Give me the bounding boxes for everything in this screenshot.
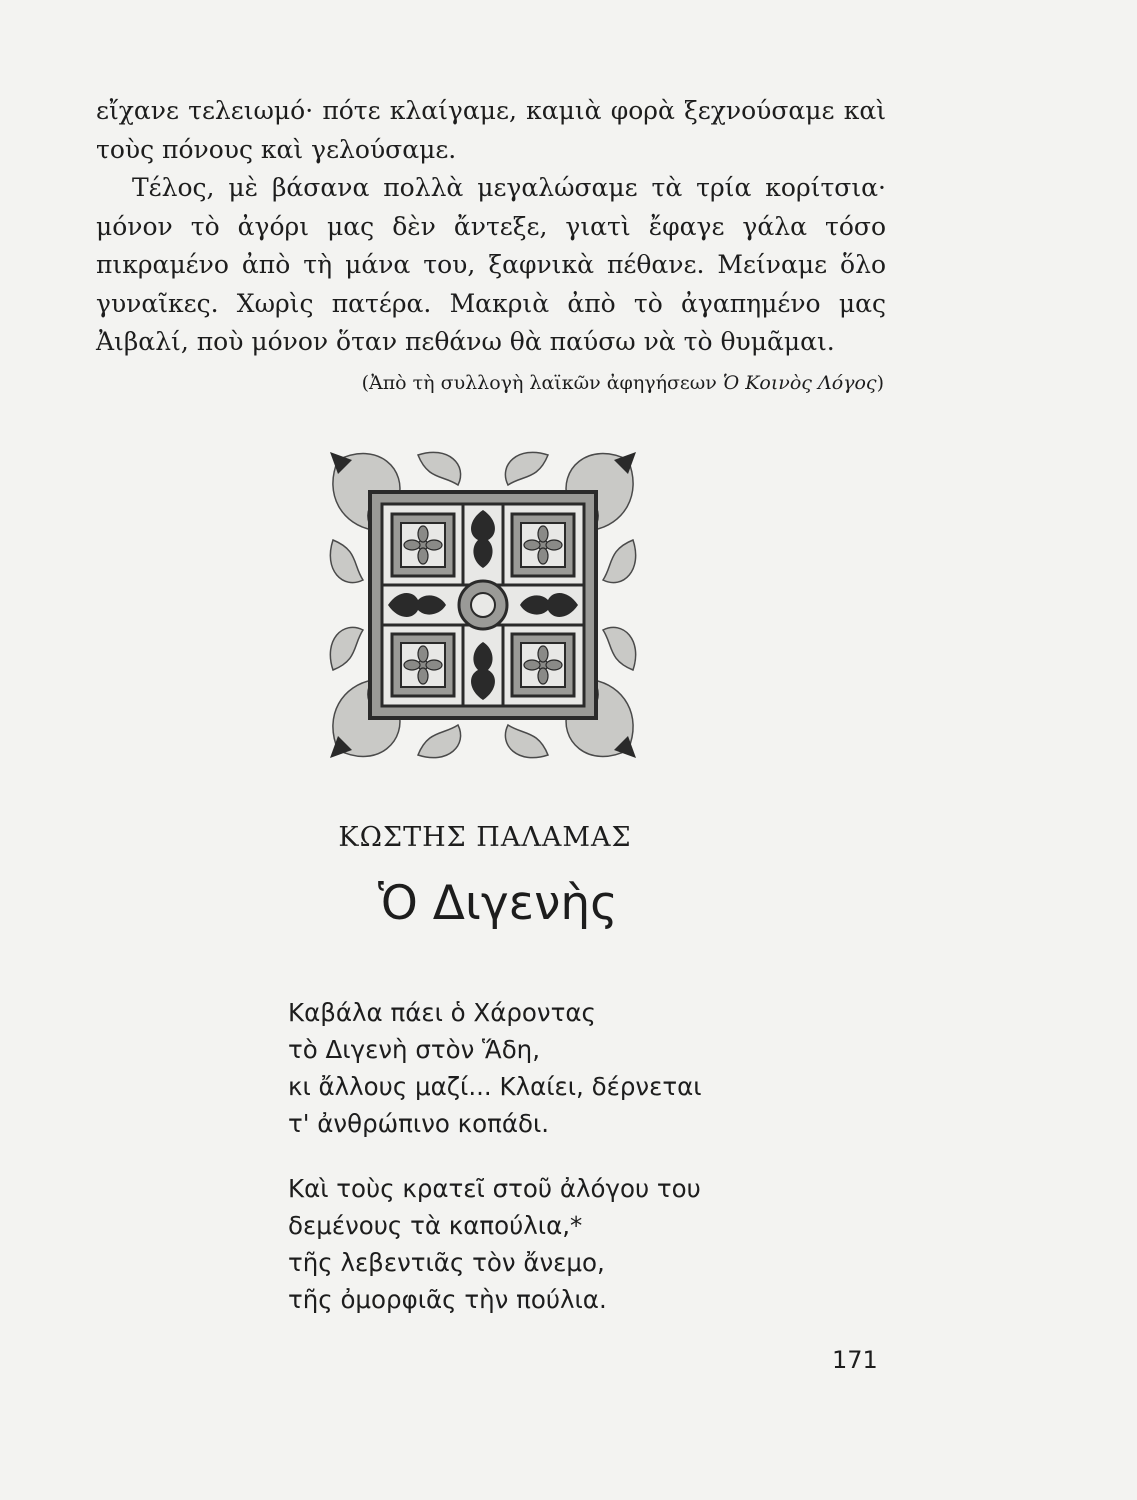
- source-citation: [362, 372, 884, 394]
- prose-block: [96, 92, 886, 362]
- stanza-1: [288, 994, 702, 1142]
- source-suffix: ): [876, 372, 884, 394]
- stanza-2-line-3: τῆς λεβεντιᾶς τὸν ἄνεμο,: [288, 1248, 605, 1277]
- paragraph-2: Τέλος, μὲ βάσανα πολλὰ μεγαλώσαμε τὰ τρία κορίτσια· μόνον τὸ ἀγόρι μας δὲν ἄντεξε, γιατὶ ἔφαγε γάλα τόσο πικραμένο ἀπὸ τὴ μάνα του, ξαφνικὰ πέθανε. Μείναμε ὅλο γυναῖκες. Χωρὶς πατέρα. Μακριὰ ἀπὸ τὸ ἀγαπημένο μας Ἀιβαλί, ποὺ μόνον ὅταν πεθάνω θὰ παύσω νὰ τὸ θυμᾶμαι.: [96, 173, 886, 356]
- poem-title: Ὁ Διγενὴς: [378, 876, 618, 931]
- stanza-1-line-3: κι ἄλλους μαζί... Κλαίει, δέρνεται: [288, 1072, 702, 1101]
- stanza-1-line-1: Καβάλα πάει ὁ Χάροντας: [288, 998, 596, 1027]
- stanza-2: [288, 1170, 701, 1318]
- stanza-1-line-2: τὸ Διγενὴ στὸν Ἅδη,: [288, 1035, 540, 1064]
- stanza-2-line-2: δεμένους τὰ καπούλια,*: [288, 1211, 583, 1240]
- stanza-2-line-1: Καὶ τοὺς κρατεῖ στοῦ ἀλόγου του: [288, 1174, 701, 1203]
- source-title: Ὁ Κοινὸς Λόγος: [722, 372, 877, 394]
- paragraph-1: εἴχανε τελειωμό· πότε κλαίγαμε, καμιὰ φορὰ ξεχνούσαμε καὶ τοὺς πόνους καὶ γελούσαμε.: [96, 96, 886, 164]
- page-number: 171: [832, 1346, 878, 1374]
- decorative-square-ornament-icon: [318, 440, 648, 770]
- source-prefix: (Ἀπὸ τὴ συλλογὴ λαϊκῶν ἀφηγήσεων: [361, 372, 717, 394]
- stanza-2-line-4: τῆς ὀμορφιᾶς τὴν πούλια.: [288, 1285, 607, 1314]
- stanza-1-line-4: τ' ἀνθρώπινο κοπάδι.: [288, 1109, 550, 1138]
- poem-author: ΚΩΣΤΗΣ ΠΑΛΑΜΑΣ: [338, 822, 632, 853]
